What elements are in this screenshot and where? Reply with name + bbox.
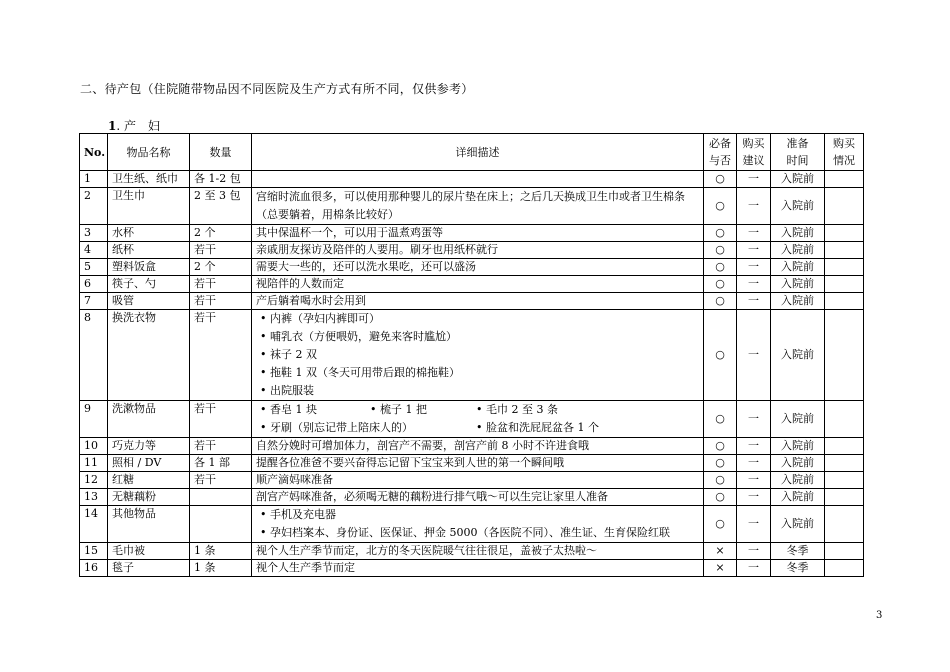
cell-time: 入院前 bbox=[771, 259, 825, 276]
cell-name: 水杯 bbox=[108, 225, 190, 242]
table-row bbox=[80, 293, 864, 310]
cell-purchased bbox=[825, 171, 864, 188]
cell-bought: 一 bbox=[737, 560, 771, 577]
cell-name: 纸杯 bbox=[108, 242, 190, 259]
other-items-list: • 手机及充电器 • 孕妇档案本、身份证、医保证、押金 5000（各医院不同）、准生证、生育保险红联 bbox=[252, 506, 704, 543]
cell-time: 冬季 bbox=[771, 560, 825, 577]
cell-time: 入院前 bbox=[771, 276, 825, 293]
cell-purchased bbox=[825, 310, 864, 401]
table-row bbox=[80, 171, 864, 188]
col-required: 必备 与否 bbox=[704, 134, 737, 171]
table-row bbox=[80, 276, 864, 293]
cell-purchased bbox=[825, 489, 864, 506]
cell-required: ○ bbox=[704, 276, 737, 293]
cell-no: 7 bbox=[80, 293, 108, 310]
cell-bought: 一 bbox=[737, 276, 771, 293]
cell-qty bbox=[190, 489, 252, 506]
cell-desc: 视个人生产季节而定，北方的冬天医院暖气往往很足，盖被子太热啦～ bbox=[252, 543, 704, 560]
cell-qty: 1 条 bbox=[190, 543, 252, 560]
clothes-list: • 内裤（孕妇内裤即可） • 哺乳衣（方便喂奶，避免来客时尴尬） • 袜子 2 双 • 拖鞋 1 双（冬天可用带后跟的棉拖鞋） • 出院服装 bbox=[252, 310, 704, 401]
cell-purchased bbox=[825, 560, 864, 577]
cell-required: × bbox=[704, 560, 737, 577]
cell-name: 塑料饭盒 bbox=[108, 259, 190, 276]
cell-qty: 2 个 bbox=[190, 259, 252, 276]
cell-no: 4 bbox=[80, 242, 108, 259]
cell-bought: 一 bbox=[737, 310, 771, 401]
cell-bought: 一 bbox=[737, 293, 771, 310]
cell-qty: 1 条 bbox=[190, 560, 252, 577]
table-row bbox=[80, 543, 864, 560]
cell-name: 红糖 bbox=[108, 472, 190, 489]
table-row bbox=[80, 225, 864, 242]
cell-name: 筷子、勺 bbox=[108, 276, 190, 293]
cell-qty: 若干 bbox=[190, 310, 252, 401]
cell-time: 入院前 bbox=[771, 242, 825, 259]
subsection-number: 1 bbox=[108, 119, 117, 133]
cell-bought: 一 bbox=[737, 489, 771, 506]
cell-name: 无糖藕粉 bbox=[108, 489, 190, 506]
cell-required: ○ bbox=[704, 455, 737, 472]
table-row bbox=[80, 310, 864, 401]
cell-qty: 若干 bbox=[190, 401, 252, 438]
cell-desc: 视陪伴的人数而定 bbox=[252, 276, 704, 293]
cell-qty: 各 1-2 包 bbox=[190, 171, 252, 188]
cell-bought: 一 bbox=[737, 225, 771, 242]
toiletries-list: • 香皂 1 块 • 梳子 1 把 • 毛巾 2 至 3 条 • 牙刷（别忘记带上陪床人的） • 脸盆和洗屁屁盆各 1 个 bbox=[252, 401, 704, 438]
col-time: 准备 时间 bbox=[771, 134, 825, 171]
cell-qty: 2 个 bbox=[190, 225, 252, 242]
cell-purchased bbox=[825, 225, 864, 242]
table-row bbox=[80, 401, 864, 438]
cell-purchased bbox=[825, 242, 864, 259]
cell-bought: 一 bbox=[737, 188, 771, 225]
cell-name: 换洗衣物 bbox=[108, 310, 190, 401]
table-row bbox=[80, 242, 864, 259]
cell-qty: 若干 bbox=[190, 293, 252, 310]
table-row bbox=[80, 489, 864, 506]
cell-purchased bbox=[825, 506, 864, 543]
cell-purchased bbox=[825, 293, 864, 310]
cell-name: 其他物品 bbox=[108, 506, 190, 543]
cell-required: ○ bbox=[704, 472, 737, 489]
cell-purchased bbox=[825, 259, 864, 276]
cell-no: 1 bbox=[80, 171, 108, 188]
col-purchased: 购买 情况 bbox=[825, 134, 864, 171]
cell-name: 吸管 bbox=[108, 293, 190, 310]
col-no: No. bbox=[80, 134, 108, 171]
cell-required: ○ bbox=[704, 259, 737, 276]
cell-no: 13 bbox=[80, 489, 108, 506]
cell-purchased bbox=[825, 188, 864, 225]
cell-desc bbox=[252, 171, 704, 188]
cell-bought: 一 bbox=[737, 472, 771, 489]
cell-bought: 一 bbox=[737, 171, 771, 188]
cell-time: 入院前 bbox=[771, 293, 825, 310]
cell-time: 入院前 bbox=[771, 506, 825, 543]
cell-required: ○ bbox=[704, 310, 737, 401]
table-row bbox=[80, 259, 864, 276]
cell-desc: 产后躺着喝水时会用到 bbox=[252, 293, 704, 310]
cell-name: 洗漱物品 bbox=[108, 401, 190, 438]
table-row bbox=[80, 455, 864, 472]
cell-required: ○ bbox=[704, 188, 737, 225]
cell-time: 冬季 bbox=[771, 543, 825, 560]
cell-required: ○ bbox=[704, 225, 737, 242]
cell-purchased bbox=[825, 401, 864, 438]
cell-time: 入院前 bbox=[771, 438, 825, 455]
cell-desc: 顺产滴妈咪准备 bbox=[252, 472, 704, 489]
cell-qty: 若干 bbox=[190, 242, 252, 259]
cell-desc: 提醒各位准爸不要兴奋得忘记留下宝宝来到人世的第一个瞬间哦 bbox=[252, 455, 704, 472]
subsection-title: . 产 妇 bbox=[116, 119, 160, 133]
cell-time: 入院前 bbox=[771, 401, 825, 438]
cell-no: 9 bbox=[80, 401, 108, 438]
col-desc: 详细描述 bbox=[252, 134, 704, 171]
cell-time: 入院前 bbox=[771, 225, 825, 242]
cell-qty: 若干 bbox=[190, 276, 252, 293]
cell-no: 15 bbox=[80, 543, 108, 560]
cell-time: 入院前 bbox=[771, 455, 825, 472]
cell-bought: 一 bbox=[737, 543, 771, 560]
cell-no: 5 bbox=[80, 259, 108, 276]
cell-no: 14 bbox=[80, 506, 108, 543]
cell-desc: 需要大一些的，还可以洗水果吃，还可以盛汤 bbox=[252, 259, 704, 276]
cell-no: 3 bbox=[80, 225, 108, 242]
cell-desc: 剖宫产妈咪准备，必须喝无糖的藕粉进行排气哦～可以生完让家里人准备 bbox=[252, 489, 704, 506]
cell-no: 6 bbox=[80, 276, 108, 293]
page-number: 3 bbox=[876, 610, 883, 621]
cell-bought: 一 bbox=[737, 506, 771, 543]
cell-name: 照相 / DV bbox=[108, 455, 190, 472]
cell-time: 入院前 bbox=[771, 472, 825, 489]
cell-qty: 各 1 部 bbox=[190, 455, 252, 472]
cell-required: ○ bbox=[704, 171, 737, 188]
checklist-table bbox=[79, 133, 864, 577]
cell-no: 16 bbox=[80, 560, 108, 577]
cell-no: 10 bbox=[80, 438, 108, 455]
section-heading: 二、待产包（住院随带物品因不同医院及生产方式有所不同，仅供参考） bbox=[80, 82, 474, 96]
cell-desc: 视个人生产季节而定 bbox=[252, 560, 704, 577]
col-bought: 购买 建议 bbox=[737, 134, 771, 171]
cell-name: 巧克力等 bbox=[108, 438, 190, 455]
subsection-heading bbox=[108, 117, 160, 134]
cell-time: 入院前 bbox=[771, 310, 825, 401]
cell-desc: 宫缩时流血很多，可以使用那种婴儿的尿片垫在床上；之后几天换成卫生巾或者卫生棉条（总要躺着，用棉条比较好） bbox=[252, 188, 704, 225]
cell-no: 8 bbox=[80, 310, 108, 401]
cell-name: 卫生巾 bbox=[108, 188, 190, 225]
cell-required: ○ bbox=[704, 242, 737, 259]
cell-desc: 其中保温杯一个，可以用于温煮鸡蛋等 bbox=[252, 225, 704, 242]
col-name: 物品名称 bbox=[108, 134, 190, 171]
cell-bought: 一 bbox=[737, 259, 771, 276]
table-row bbox=[80, 472, 864, 489]
cell-bought: 一 bbox=[737, 242, 771, 259]
cell-purchased bbox=[825, 472, 864, 489]
cell-no: 11 bbox=[80, 455, 108, 472]
cell-bought: 一 bbox=[737, 455, 771, 472]
cell-purchased bbox=[825, 276, 864, 293]
cell-qty bbox=[190, 506, 252, 543]
cell-bought: 一 bbox=[737, 438, 771, 455]
cell-name: 卫生纸、纸巾 bbox=[108, 171, 190, 188]
cell-required: × bbox=[704, 543, 737, 560]
cell-required: ○ bbox=[704, 506, 737, 543]
cell-name: 毯子 bbox=[108, 560, 190, 577]
cell-desc: 自然分娩时可增加体力，剖宫产不需要，剖宫产前 8 小时不许进食哦 bbox=[252, 438, 704, 455]
cell-required: ○ bbox=[704, 438, 737, 455]
cell-time: 入院前 bbox=[771, 171, 825, 188]
table-row bbox=[80, 506, 864, 543]
cell-time: 入院前 bbox=[771, 188, 825, 225]
cell-no: 12 bbox=[80, 472, 108, 489]
cell-qty: 若干 bbox=[190, 472, 252, 489]
header-row bbox=[80, 134, 864, 171]
col-qty: 数量 bbox=[190, 134, 252, 171]
cell-required: ○ bbox=[704, 401, 737, 438]
table-row bbox=[80, 438, 864, 455]
cell-qty: 若干 bbox=[190, 438, 252, 455]
cell-bought: 一 bbox=[737, 401, 771, 438]
cell-time: 入院前 bbox=[771, 489, 825, 506]
cell-purchased bbox=[825, 543, 864, 560]
table-row bbox=[80, 560, 864, 577]
cell-purchased bbox=[825, 438, 864, 455]
cell-required: ○ bbox=[704, 293, 737, 310]
cell-desc: 亲戚朋友探访及陪伴的人要用。刷牙也用纸杯就行 bbox=[252, 242, 704, 259]
cell-no: 2 bbox=[80, 188, 108, 225]
cell-qty: 2 至 3 包 bbox=[190, 188, 252, 225]
cell-required: ○ bbox=[704, 489, 737, 506]
cell-name: 毛巾被 bbox=[108, 543, 190, 560]
cell-purchased bbox=[825, 455, 864, 472]
table-row bbox=[80, 188, 864, 225]
